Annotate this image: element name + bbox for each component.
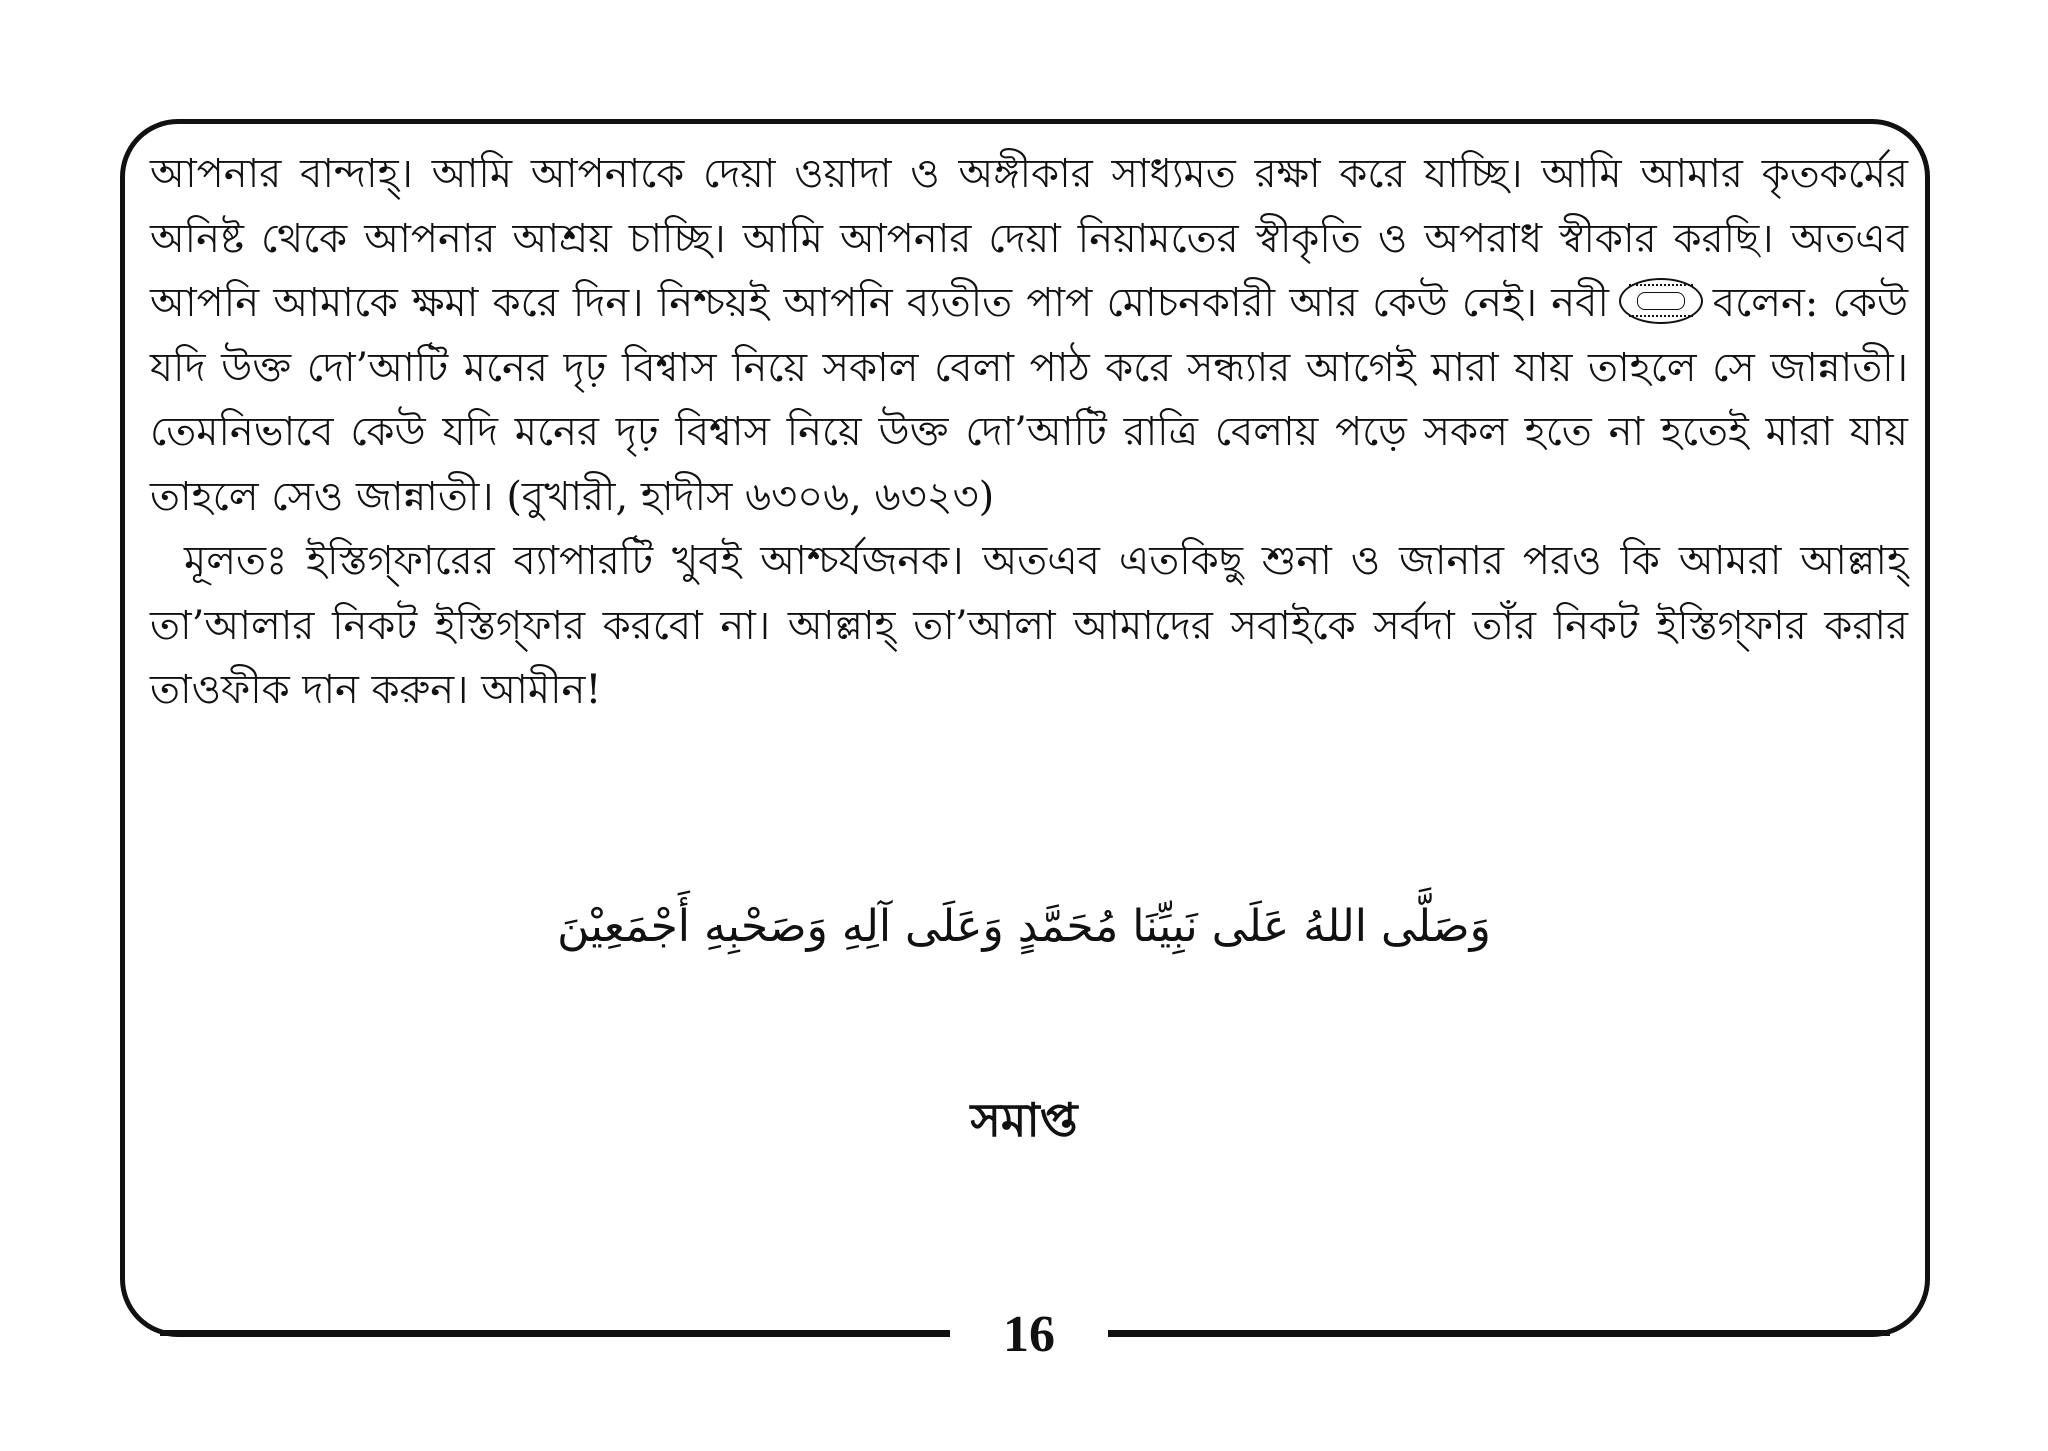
salawat-seal-icon <box>1615 278 1707 326</box>
paragraph-hadith-part-1: আপনার বান্দাহ্‌। আমি আপনাকে দেয়া ওয়াদা ও অঙ্গীকার সাধ্যমত রক্ষা করে যাচ্ছি। আমি আমার কৃতকর্মের অনিষ্ট থেকে আপনার আশ্রয় চাচ্ছি। আমি আপনার দেয়া নিয়ামতের স্বীকৃতি ও অপরাধ স্বীকার করছি। অতএব আপনি আমাকে ক্ষমা করে দিন। নিশ্চয়ই আপনি ব্যতীত পাপ মোচনকারী আর কেউ নেই। নবী <box>150 151 1908 326</box>
body-text <box>150 142 1908 723</box>
paragraph-istighfar: মূলতঃ ইস্তিগ্‌ফারের ব্যাপারটি খুবই আশ্চর্যজনক। অতএব এতকিছু শুনা ও জানার পরও কি আমরা আল্লাহ্‌ তা’আলার নিকট ইস্তিগ্‌ফার করবো না। আল্লাহ্‌ তা’আলা আমাদের সবাইকে সর্বদা তাঁর নিকট ইস্তিগ্‌ফার করার তাওফীক দান করুন। আমীন! <box>150 538 1908 713</box>
footer-rule-right <box>1108 1330 1890 1336</box>
paragraph-hadith-part-2: বলেন: কেউ যদি উক্ত দো’আটি মনের দৃঢ় বিশ্বাস নিয়ে সকাল বেলা পাঠ করে সন্ধ্যার আগেই মারা যায় তাহলে সে জান্নাতী। তেমনিভাবে কেউ যদি মনের দৃঢ় বিশ্বাস নিয়ে উক্ত দো’আটি রাত্রি বেলায় পড়ে সকল হতে না হতেই মারা যায় তাহলে সেও জান্নাতী। (বুখারী, হাদীস ৬৩০৬, ৬৩২৩) <box>150 280 1908 520</box>
closing-title: সমাপ্ত <box>970 1093 1078 1147</box>
arabic-salawat: وَصَلَّى اللهُ عَلَى نَبِيِّنَا مُحَمَّدٍ وَعَلَى آلِهِ وَصَحْبِهِ أَجْمَعِيْنَ <box>557 901 1491 952</box>
page-number: 16 <box>950 1306 1108 1364</box>
footer-rule-left <box>160 1330 950 1336</box>
paragraph-hadith <box>150 142 1908 529</box>
